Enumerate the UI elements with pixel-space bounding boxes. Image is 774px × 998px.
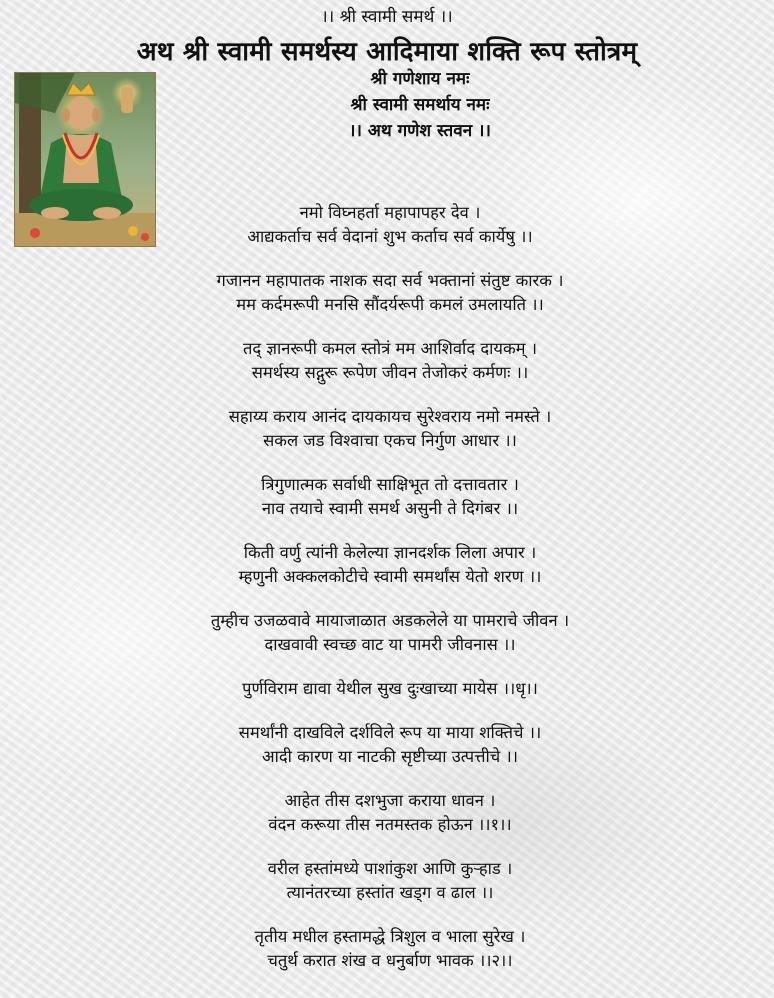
verse-line: पुर्णविराम द्यावा येथील सुख दुःखाच्या मायेस ।।धृ।।: [242, 679, 538, 698]
verse-line: सकल जड विश्वाचा एकच निर्गुण आधार ।।: [263, 431, 517, 450]
verse-line: वरील हस्तांमध्ये पाशांकुश आणि कुऱ्हाड ।: [267, 859, 513, 878]
verse-line: समर्थस्य सद्गुरू रूपेण जीवन तेजोकरं कर्मणः ।।: [251, 363, 529, 382]
verse-line: तृतीय मधील हस्तामद्धे त्रिशुल व भाला सुरेख ।: [254, 927, 526, 946]
stanza: [90, 677, 690, 701]
verse-line: समर्थांनी दाखविले दर्शविले रूप या माया शक्तिचे ।।: [238, 723, 542, 742]
stanza: [90, 609, 690, 657]
verse-line: सहाय्य कराय आनंद दायकायच सुरेश्वराय नमो नमस्ते ।: [228, 407, 552, 426]
subtitle-block: [190, 66, 650, 144]
subtitle-stavan: ।। अथ गणेश स्तवन ।।: [349, 121, 491, 141]
verse-line: आहेत तीस दशभुजा कराया धावन ।: [284, 791, 496, 810]
verse-line: दाखवावी स्वच्छ वाट या पामरी जीवनास ।।: [264, 635, 516, 654]
stanza: [90, 789, 690, 837]
verses: [90, 201, 690, 993]
stanza: [90, 337, 690, 385]
stanza: [90, 721, 690, 769]
verse-line: नमो विघ्नहर्ता महापापहर देव ।: [299, 203, 481, 222]
verse-line: त्यानंतरच्या हस्तांत खड्ग व ढाल ।।: [286, 883, 494, 902]
stanza: [90, 541, 690, 589]
stanza: [90, 201, 690, 249]
verse-line: किती वर्णु त्यांनी केलेल्या ज्ञानदर्शक लिला अपार ।: [243, 543, 537, 562]
stanza: [90, 405, 690, 453]
verse-line: गजानन महापातक नाशक सदा सर्व भक्तानां संतुष्ट कारक ।: [216, 271, 564, 290]
subtitle-ganesh: श्री गणेशाय नमः: [370, 69, 470, 89]
verse-line: मम कर्दमरूपी मनसि सौंदर्यरूपी कमलं उमलायति ।।: [236, 295, 544, 314]
page-title: अथ श्री स्वामी समर्थस्य आदिमाया शक्ति रूप स्तोत्रम्: [136, 37, 638, 67]
stanza: [90, 925, 690, 973]
verse-line: आद्यकर्ताच सर्व वेदानां शुभ कर्ताच सर्व कार्येषु ।।: [247, 227, 533, 246]
stanza: [90, 269, 690, 317]
stanza: [90, 473, 690, 521]
subtitle-swami: श्री स्वामी समर्थाय नमः: [350, 95, 490, 115]
verse-line: तुम्हीच उजळवावे मायाजाळात अडकलेले या पामराचे जीवन ।: [210, 611, 570, 630]
stanza: [90, 857, 690, 905]
verse-line: आदी कारण या नाटकी सृष्टीच्या उत्पत्तीचे ।।: [261, 747, 518, 766]
verse-line: म्हणुनी अक्कलकोटीचे स्वामी समर्थांस येतो शरण ।।: [238, 567, 542, 586]
verse-line: तद् ज्ञानरूपी कमल स्तोत्रं मम आशिर्वाद दायकम् ।: [243, 339, 537, 358]
verse-line: नाव तयाचे स्वामी समर्थ असुनी ते दिगंबर ।।: [261, 499, 519, 518]
verse-line: त्रिगुणात्मक सर्वाधी साक्षिभूत तो दत्तावतार ।: [261, 475, 519, 494]
top-invocation: ।। श्री स्वामी समर्थ ।।: [321, 7, 453, 27]
verse-line: वंदन करूया तीस नतमस्तक होऊन ।।१।।: [268, 815, 512, 834]
verse-line: चतुर्थ करात शंख व धनुर्बाण भावक ।।२।।: [267, 951, 513, 970]
